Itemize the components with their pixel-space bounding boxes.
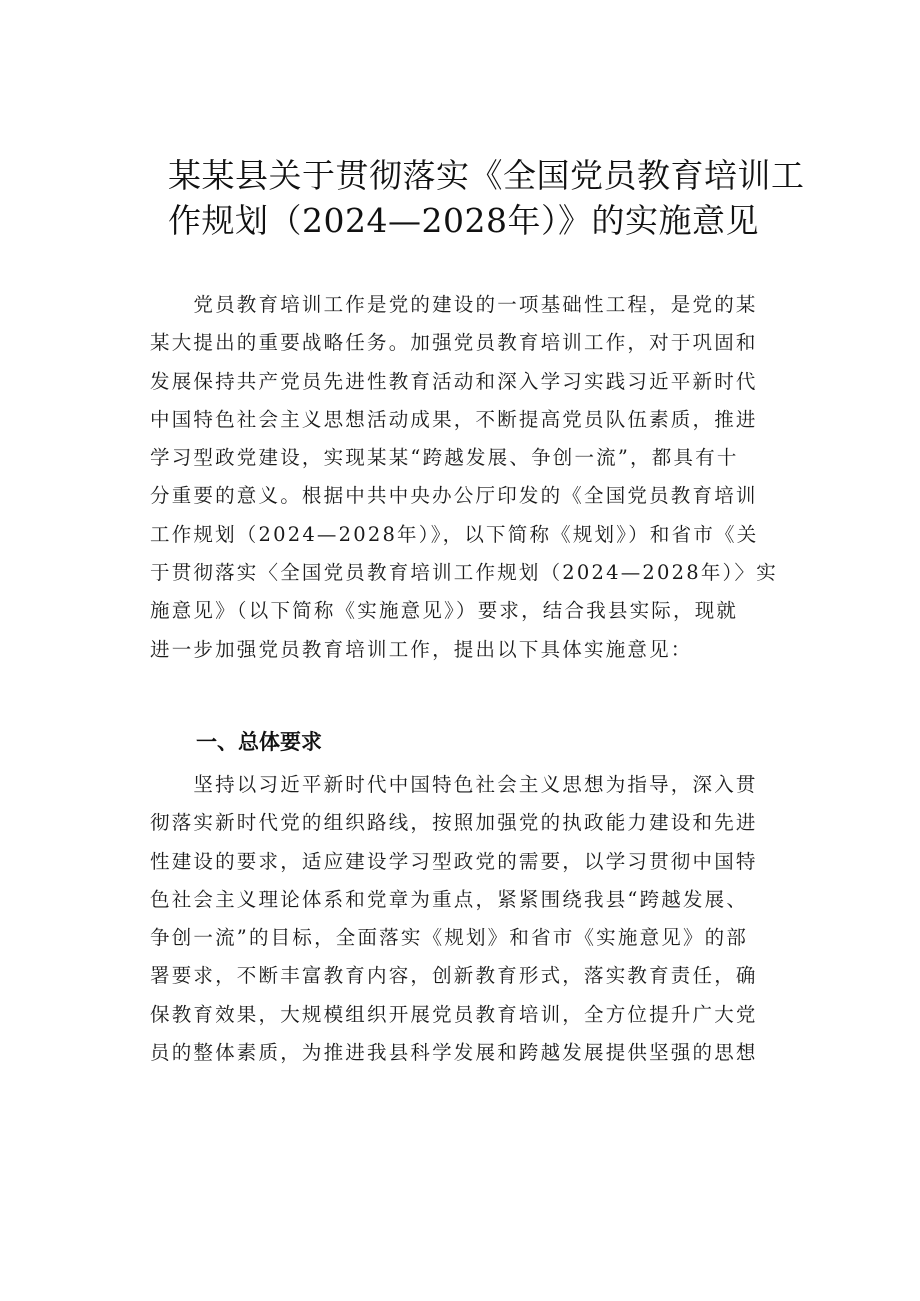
paragraph-line: 署要求，不断丰富教育内容，创新教育形式，落实教育责任，确 — [150, 964, 758, 988]
section1-paragraph — [150, 766, 810, 1072]
paragraph-line: 分重要的意义。根据中共中央办公厅印发的《全国党员教育培训 — [150, 484, 758, 508]
section-heading-general-requirements: 一、总体要求 — [196, 730, 322, 754]
paragraph-line: 某大提出的重要战略任务。加强党员教育培训工作，对于巩固和 — [150, 331, 758, 355]
paragraph-line: 员的整体素质，为推进我县科学发展和跨越发展提供坚强的思想 — [150, 1041, 758, 1065]
paragraph-line: 学习型政党建设，实现某某“跨越发展、争创一流”，都具有十 — [150, 446, 739, 470]
paragraph-line: 争创一流”的目标，全面落实《规划》和省市《实施意见》的部 — [150, 926, 749, 950]
paragraph-line: 性建设的要求，适应建设学习型政党的需要，以学习贯彻中国特 — [150, 849, 758, 873]
title-line-2: 作规划（2024—2028年）》的实施意见 — [168, 201, 759, 240]
paragraph-line: 色社会主义理论体系和党章为重点，紧紧围绕我县“跨越发展、 — [150, 887, 749, 911]
paragraph-line: 彻落实新时代党的组织路线，按照加强党的执政能力建设和先进 — [150, 811, 758, 835]
paragraph-line: 于贯彻落实〈全国党员教育培训工作规划（2024—2028年）〉实 — [150, 561, 778, 585]
paragraph-line: 保教育效果，大规模组织开展党员教育培训，全方位提升广大党 — [150, 1002, 758, 1026]
paragraph-line: 党员教育培训工作是党的建设的一项基础性工程，是党的某 — [150, 293, 758, 316]
paragraph-line: 坚持以习近平新时代中国特色社会主义思想为指导，深入贯 — [150, 773, 758, 796]
paragraph-line: 中国特色社会主义思想活动成果，不断提高党员队伍素质，推进 — [150, 407, 758, 431]
title-line-1: 某某县关于贯彻落实《全国党员教育培训工 — [168, 156, 805, 195]
paragraph-line: 施意见》（以下简称《实施意见》）要求，结合我县实际，现就 — [150, 599, 739, 623]
document-title — [168, 153, 808, 243]
paragraph-line: 进一步加强党员教育培训工作，提出以下具体实施意见： — [150, 637, 693, 661]
paragraph-line: 工作规划（2024—2028年）》，以下简称《规划》）和省市《关 — [150, 522, 759, 546]
intro-paragraph — [150, 286, 810, 669]
paragraph-line: 发展保持共产党员先进性教育活动和深入学习实践习近平新时代 — [150, 369, 758, 393]
